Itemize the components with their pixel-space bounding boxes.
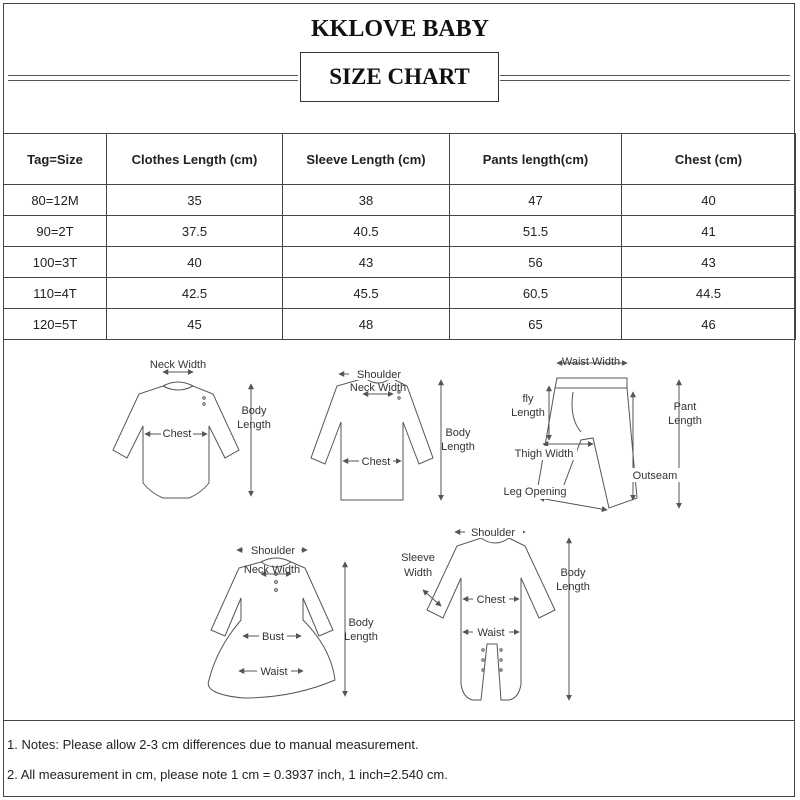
bodysuit-length-label-2: Length bbox=[237, 419, 271, 431]
cell-chest: 41 bbox=[622, 216, 796, 247]
pants-fly-label-1: fly bbox=[522, 393, 534, 405]
cell-sleeve-length: 40.5 bbox=[283, 216, 450, 247]
notes-section bbox=[3, 720, 795, 798]
pants-thigh-label: Thigh Width bbox=[514, 448, 574, 460]
pants-waist-label: Waist Width bbox=[561, 356, 621, 368]
header-tag-size: Tag=Size bbox=[4, 134, 107, 185]
romper-length-label-2: Length bbox=[556, 581, 590, 593]
cell-size: 120=5T bbox=[4, 309, 107, 340]
romper-sleeve-label-1: Sleeve bbox=[401, 552, 435, 564]
cell-chest: 40 bbox=[622, 185, 796, 216]
bodysuit-length-label-1: Body bbox=[241, 405, 267, 417]
header-chest: Chest (cm) bbox=[622, 134, 796, 185]
table-row bbox=[4, 216, 796, 247]
cell-pants-length: 56 bbox=[450, 247, 622, 278]
title-rule-left-2 bbox=[8, 80, 298, 81]
romper-sleeve-label-2: Width bbox=[403, 567, 433, 579]
table-row bbox=[4, 309, 796, 340]
pants-length-label-1: Pant bbox=[673, 401, 697, 413]
romper-length-label-1: Body bbox=[560, 567, 586, 579]
bodysuit-chest-label: Chest bbox=[162, 428, 192, 440]
bodysuit-neck-label: Neck Width bbox=[149, 359, 207, 371]
cell-size: 90=2T bbox=[4, 216, 107, 247]
note-2: 2. All measurement in cm, please note 1 cm = 0.3937 inch, 1 inch=2.540 cm. bbox=[7, 767, 448, 782]
cell-size: 110=4T bbox=[4, 278, 107, 309]
brand-title: KKLOVE BABY bbox=[310, 16, 490, 42]
table-row bbox=[4, 247, 796, 278]
header-pants-length: Pants length(cm) bbox=[450, 134, 622, 185]
size-chart-heading: SIZE CHART bbox=[300, 52, 499, 102]
cell-chest: 44.5 bbox=[622, 278, 796, 309]
note-1: 1. Notes: Please allow 2-3 cm differences due to manual measurement. bbox=[7, 737, 419, 752]
dress-length-label-2: Length bbox=[344, 631, 378, 643]
cell-sleeve-length: 38 bbox=[283, 185, 450, 216]
pants-outseam-label: Outseam bbox=[632, 470, 678, 482]
shirt-outline-icon bbox=[311, 378, 433, 500]
pants-length-label-2: Length bbox=[668, 415, 702, 427]
table-row bbox=[4, 185, 796, 216]
dress-length-label-1: Body bbox=[348, 617, 374, 629]
size-table bbox=[3, 133, 796, 340]
cell-chest: 43 bbox=[622, 247, 796, 278]
cell-chest: 46 bbox=[622, 309, 796, 340]
cell-size: 80=12M bbox=[4, 185, 107, 216]
shirt-shoulder-label: Shoulder bbox=[356, 369, 402, 381]
cell-clothes-length: 40 bbox=[107, 247, 283, 278]
cell-sleeve-length: 45.5 bbox=[283, 278, 450, 309]
dress-waist-label: Waist bbox=[260, 666, 288, 678]
shirt-chest-label: Chest bbox=[361, 456, 391, 468]
cell-pants-length: 47 bbox=[450, 185, 622, 216]
shirt-neck-label: Neck Width bbox=[349, 382, 407, 394]
romper-shoulder-label: Shoulder bbox=[470, 527, 516, 539]
romper-diagram bbox=[423, 532, 569, 700]
table-header-row bbox=[4, 134, 796, 185]
cell-sleeve-length: 43 bbox=[283, 247, 450, 278]
cell-clothes-length: 35 bbox=[107, 185, 283, 216]
pants-fly-label-2: Length bbox=[511, 407, 545, 419]
cell-clothes-length: 37.5 bbox=[107, 216, 283, 247]
romper-sleeve-arrow bbox=[423, 590, 441, 606]
cell-size: 100=3T bbox=[4, 247, 107, 278]
table-row bbox=[4, 278, 796, 309]
title-rule-left bbox=[8, 75, 298, 76]
cell-pants-length: 65 bbox=[450, 309, 622, 340]
romper-outline-icon bbox=[427, 538, 555, 700]
title-rule-right-2 bbox=[500, 80, 790, 81]
cell-pants-length: 60.5 bbox=[450, 278, 622, 309]
pants-leg-opening-arrow bbox=[539, 498, 607, 510]
romper-chest-label: Chest bbox=[476, 594, 506, 606]
dress-shoulder-label: Shoulder bbox=[250, 545, 296, 557]
dress-neck-label: Neck Width bbox=[243, 564, 301, 576]
shirt-length-label-1: Body bbox=[445, 427, 471, 439]
pants-leg-opening-label: Leg Opening bbox=[503, 486, 567, 498]
title-rule-right bbox=[500, 75, 790, 76]
cell-clothes-length: 45 bbox=[107, 309, 283, 340]
bodysuit-outline-icon bbox=[113, 386, 239, 498]
cell-clothes-length: 42.5 bbox=[107, 278, 283, 309]
header-clothes-length: Clothes Length (cm) bbox=[107, 134, 283, 185]
measurement-diagrams bbox=[3, 348, 795, 720]
header-sleeve-length: Sleeve Length (cm) bbox=[283, 134, 450, 185]
cell-sleeve-length: 48 bbox=[283, 309, 450, 340]
romper-waist-label: Waist bbox=[477, 627, 505, 639]
shirt-length-label-2: Length bbox=[441, 441, 475, 453]
cell-pants-length: 51.5 bbox=[450, 216, 622, 247]
dress-bust-label: Bust bbox=[261, 631, 285, 643]
